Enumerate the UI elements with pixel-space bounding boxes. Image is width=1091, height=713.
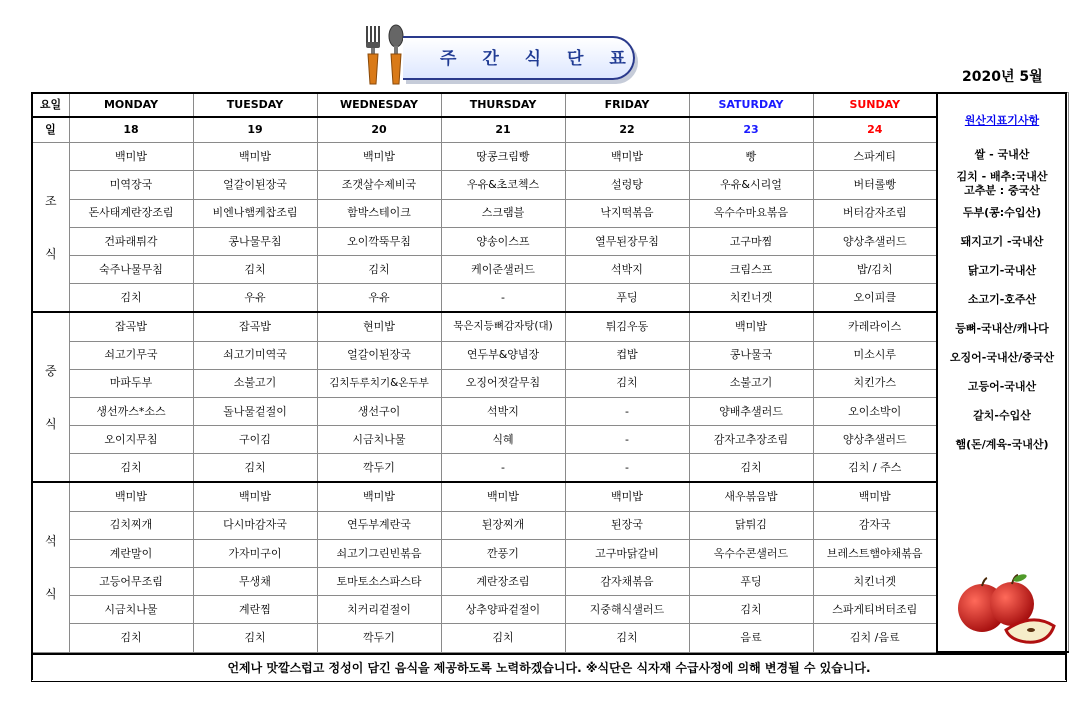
menu-item: 김치 (193, 454, 317, 483)
menu-item: 콩나물국 (689, 341, 813, 369)
menu-item: 오징어젓갈무침 (441, 369, 565, 397)
menu-row (32, 482, 1068, 511)
menu-item: 쇠고기미역국 (193, 341, 317, 369)
menu-item: 계란말이 (69, 539, 193, 567)
menu-item: 스크램블 (441, 199, 565, 227)
menu-item: 석박지 (565, 255, 689, 283)
corner-day-label: 요일 (32, 93, 69, 118)
menu-item: 우유 (193, 284, 317, 313)
origin-line-text: 오징어-국내산/중국산 (949, 351, 1055, 365)
menu-item: 마파두부 (69, 369, 193, 397)
origin-line-text: 햄(돈/계육-국내산) (955, 438, 1049, 452)
menu-item: 가자미구이 (193, 539, 317, 567)
menu-item: 김치 / 주스 (813, 454, 937, 483)
menu-item: 새우볶음밥 (689, 482, 813, 511)
day-name: THURSDAY (441, 93, 565, 118)
date-cell: 23 (689, 117, 813, 143)
menu-item: 김치 (69, 454, 193, 483)
origin-line (938, 344, 1066, 373)
menu-row (32, 255, 1068, 283)
page-title: 주 간 식 단 표 (440, 49, 636, 69)
footer-notice: 언제나 맛깔스럽고 정성이 담긴 음식을 제공하도록 노력하겠습니다. ※식단은 식자재 수급사정에 의해 변경될 수 있습니다. (31, 653, 1067, 682)
menu-row (32, 341, 1068, 369)
menu-item: 잡곡밥 (69, 312, 193, 341)
menu-row (32, 397, 1068, 425)
menu-item: 함박스테이크 (317, 199, 441, 227)
menu-row (32, 143, 1068, 171)
menu-item: 김치 /음료 (813, 624, 937, 652)
menu-item: 양배추샐러드 (689, 397, 813, 425)
origin-line-text: 두부(콩:수입산) (962, 206, 1042, 220)
menu-item: 버터롤빵 (813, 171, 937, 199)
menu-item: 현미밥 (317, 312, 441, 341)
menu-item: 미역장국 (69, 171, 193, 199)
menu-item: 소불고기 (193, 369, 317, 397)
menu-item: 버터감자조림 (813, 199, 937, 227)
meal-label: 조 식 (32, 143, 69, 313)
menu-item: 쇠고기그린빈볶음 (317, 539, 441, 567)
menu-item: 무생채 (193, 567, 317, 595)
menu-row (32, 511, 1068, 539)
menu-item: 조갯살수제비국 (317, 171, 441, 199)
menu-item: 계란장조림 (441, 567, 565, 595)
menu-item: 백미밥 (441, 482, 565, 511)
menu-item: 백미밥 (565, 143, 689, 171)
menu-item: 돌나물겉절이 (193, 397, 317, 425)
origin-line-text: 소고기-호주산 (967, 293, 1037, 307)
menu-item: 치킨가스 (813, 369, 937, 397)
menu-item: 크림스프 (689, 255, 813, 283)
menu-item: 백미밥 (69, 143, 193, 171)
menu-item: 쇠고기무국 (69, 341, 193, 369)
origin-line (938, 257, 1066, 286)
menu-item: 김치 (193, 255, 317, 283)
menu-item: 식혜 (441, 426, 565, 454)
menu-item: 상추양파겉절이 (441, 596, 565, 624)
menu-item: 밥/김치 (813, 255, 937, 283)
origin-line (938, 228, 1066, 257)
menu-item: 낙지떡볶음 (565, 199, 689, 227)
menu-item: 얼갈이된장국 (317, 341, 441, 369)
menu-row (32, 539, 1068, 567)
menu-item: 컵밥 (565, 341, 689, 369)
menu-item: 돈사태계란장조림 (69, 199, 193, 227)
menu-item: - (441, 454, 565, 483)
menu-item: 옥수수마요볶음 (689, 199, 813, 227)
menu-item: 된장찌개 (441, 511, 565, 539)
menu-item: 백미밥 (193, 143, 317, 171)
menu-item: 튀김우동 (565, 312, 689, 341)
menu-item: 김치 (565, 624, 689, 652)
menu-item: 우유&초코첵스 (441, 171, 565, 199)
menu-item: 김치 (69, 624, 193, 652)
menu-item: 백미밥 (193, 482, 317, 511)
day-header-row (32, 93, 1068, 118)
menu-item: - (565, 454, 689, 483)
menu-item: - (565, 397, 689, 425)
menu-item: 계란찜 (193, 596, 317, 624)
menu-item: 백미밥 (317, 482, 441, 511)
origin-line (938, 373, 1066, 402)
menu-item: 설렁탕 (565, 171, 689, 199)
date-cell: 20 (317, 117, 441, 143)
menu-item: 고구마닭갈비 (565, 539, 689, 567)
menu-item: 우유&시리얼 (689, 171, 813, 199)
menu-item: 우유 (317, 284, 441, 313)
menu-item: 푸딩 (565, 284, 689, 313)
menu-item: 비엔나햄케찹조림 (193, 199, 317, 227)
date-cell: 19 (193, 117, 317, 143)
menu-item: 케이준샐러드 (441, 255, 565, 283)
menu-item: 고구마찜 (689, 227, 813, 255)
origin-list (938, 115, 1066, 460)
menu-item: 김치 (441, 624, 565, 652)
menu-item: 백미밥 (317, 143, 441, 171)
frame-left (31, 92, 33, 680)
origin-line (938, 199, 1066, 228)
day-name: SUNDAY (813, 93, 937, 118)
frame-top (31, 92, 1067, 94)
menu-item: 브레스트햄야채볶음 (813, 539, 937, 567)
menu-item: 소불고기 (689, 369, 813, 397)
menu-row (32, 596, 1068, 624)
menu-row (32, 227, 1068, 255)
origin-line-text: 돼지고기 -국내산 (960, 235, 1044, 249)
menu-item: 묵은지등뼈감자탕(대) (441, 312, 565, 341)
meal-label: 석 식 (32, 482, 69, 652)
menu-item: 감자채볶음 (565, 567, 689, 595)
origin-line-text: 닭고기-국내산 (967, 264, 1037, 278)
menu-item: 시금치나물 (69, 596, 193, 624)
origin-line-text: 쌀 - 국내산 (974, 148, 1030, 162)
menu-item: 토마토소스파스타 (317, 567, 441, 595)
menu-item: 백미밥 (69, 482, 193, 511)
menu-item: 콩나물무침 (193, 227, 317, 255)
menu-item: 건파래튀각 (69, 227, 193, 255)
origin-line (938, 431, 1066, 460)
origin-line (938, 141, 1066, 170)
menu-item: 얼갈이된장국 (193, 171, 317, 199)
corner-date-label: 일 (32, 117, 69, 143)
menu-item: 치킨너겟 (813, 567, 937, 595)
date-cell: 18 (69, 117, 193, 143)
menu-item: 치킨너겟 (689, 284, 813, 313)
menu-item: 김치 (689, 454, 813, 483)
menu-item: 양송이스프 (441, 227, 565, 255)
apple-icon (954, 574, 1058, 644)
menu-item: 김치두루치기&온두부 (317, 369, 441, 397)
menu-row (32, 284, 1068, 313)
menu-row (32, 567, 1068, 595)
menu-item: 열무된장무침 (565, 227, 689, 255)
date-row (32, 117, 1068, 143)
origin-line-text: 등뼈-국내산/캐나다 (955, 322, 1049, 336)
menu-item: 오이소박이 (813, 397, 937, 425)
menu-item: 김치 (565, 369, 689, 397)
menu-item: 백미밥 (565, 482, 689, 511)
origin-heading[interactable]: 원산지표기사항 (964, 114, 1040, 127)
menu-item: 카레라이스 (813, 312, 937, 341)
weekly-menu-table (31, 92, 1069, 653)
menu-item: 오이깍뚝무침 (317, 227, 441, 255)
menu-item: 양상추샐러드 (813, 426, 937, 454)
day-name: TUESDAY (193, 93, 317, 118)
menu-item: - (565, 426, 689, 454)
menu-item: 다시마감자국 (193, 511, 317, 539)
menu-item: 구이김 (193, 426, 317, 454)
menu-item: 고등어무조림 (69, 567, 193, 595)
date-cell: 22 (565, 117, 689, 143)
menu-item: 오이피클 (813, 284, 937, 313)
day-name: SATURDAY (689, 93, 813, 118)
menu-row (32, 369, 1068, 397)
menu-row (32, 454, 1068, 483)
menu-row (32, 624, 1068, 652)
menu-item: 빵 (689, 143, 813, 171)
menu-row (32, 426, 1068, 454)
meal-label: 중 식 (32, 312, 69, 482)
menu-item: 치커리겉절이 (317, 596, 441, 624)
menu-item: 잡곡밥 (193, 312, 317, 341)
menu-item: 시금치나물 (317, 426, 441, 454)
menu-item: 된장국 (565, 511, 689, 539)
menu-item: 깐풍기 (441, 539, 565, 567)
menu-item: 푸딩 (689, 567, 813, 595)
menu-item: 김치 (689, 596, 813, 624)
menu-item: 스파게티버터조림 (813, 596, 937, 624)
menu-item: 미소시루 (813, 341, 937, 369)
origin-line-text: 갈치-수입산 (973, 409, 1031, 423)
menu-item: 닭튀김 (689, 511, 813, 539)
menu-item: 생선까스*소스 (69, 397, 193, 425)
origin-line (938, 315, 1066, 344)
menu-item: 연두부계란국 (317, 511, 441, 539)
menu-item: 김치 (69, 284, 193, 313)
menu-item: 김치찌개 (69, 511, 193, 539)
menu-item: 김치 (317, 255, 441, 283)
origin-line (938, 402, 1066, 431)
frame-right (1065, 92, 1067, 680)
menu-item: 김치 (193, 624, 317, 652)
menu-item: 땅콩크림빵 (441, 143, 565, 171)
menu-item: 음료 (689, 624, 813, 652)
menu-item: 생선구이 (317, 397, 441, 425)
menu-item: 석박지 (441, 397, 565, 425)
menu-item: 숙주나물무침 (69, 255, 193, 283)
menu-item: - (441, 284, 565, 313)
menu-item: 깍두기 (317, 454, 441, 483)
origin-line (938, 286, 1066, 315)
menu-row (32, 199, 1068, 227)
menu-row (32, 171, 1068, 199)
menu-item: 지중해식샐러드 (565, 596, 689, 624)
menu-item: 감자고추장조림 (689, 426, 813, 454)
menu-row (32, 312, 1068, 341)
origin-panel (937, 93, 1068, 653)
date-cell: 21 (441, 117, 565, 143)
menu-item: 스파게티 (813, 143, 937, 171)
menu-item: 연두부&양념장 (441, 341, 565, 369)
menu-item: 깍두기 (317, 624, 441, 652)
day-name: WEDNESDAY (317, 93, 441, 118)
origin-line (938, 170, 1066, 199)
menu-item: 감자국 (813, 511, 937, 539)
day-name: FRIDAY (565, 93, 689, 118)
date-cell: 24 (813, 117, 937, 143)
menu-item: 양상추샐러드 (813, 227, 937, 255)
origin-line-text: 김치 - 배추:국내산 고추분 : 중국산 (956, 170, 1048, 198)
menu-item: 백미밥 (689, 312, 813, 341)
month-label: 2020년 5월 (962, 69, 1043, 85)
menu-item: 백미밥 (813, 482, 937, 511)
menu-item: 옥수수콘샐러드 (689, 539, 813, 567)
origin-line-text: 고등어-국내산 (967, 380, 1037, 394)
menu-item: 오이지무침 (69, 426, 193, 454)
day-name: MONDAY (69, 93, 193, 118)
